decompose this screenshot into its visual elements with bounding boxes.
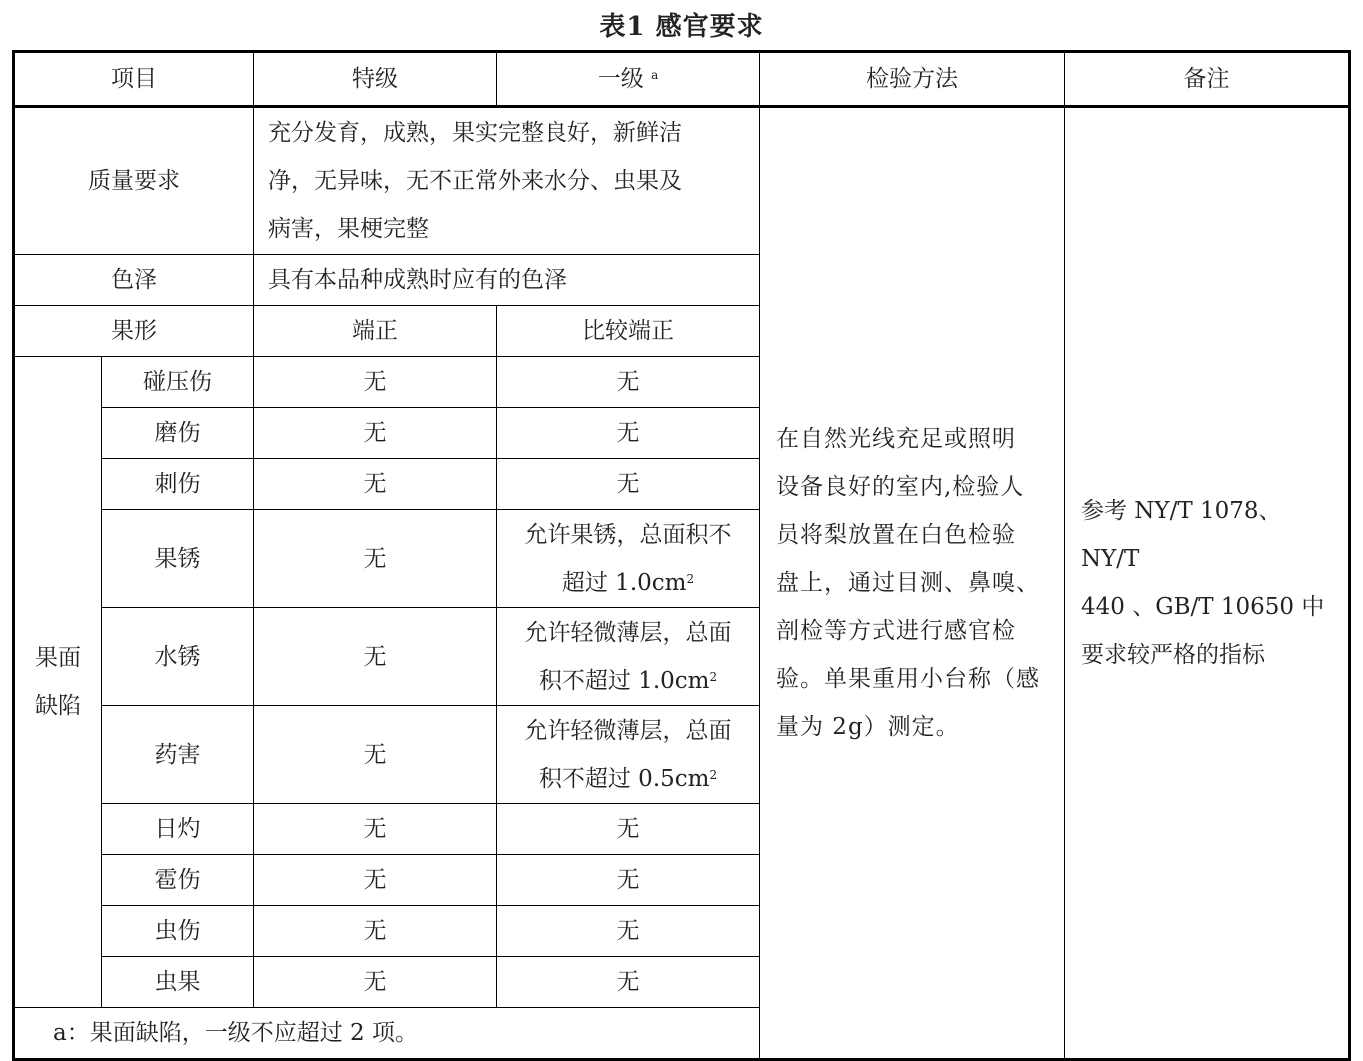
footnote-row — [14, 1008, 1350, 1060]
defect-name: 药害 — [102, 706, 254, 804]
defect-name: 果锈 — [102, 510, 254, 608]
defect-name: 刺伤 — [102, 459, 254, 510]
defect-first: 无 — [497, 408, 760, 459]
header-item: 项目 — [14, 52, 254, 107]
quality-value: 充分发育，成熟，果实完整良好，新鲜洁 净，无异味，无不正常外来水分、虫果及 病害，果梗完整 — [254, 107, 760, 255]
defect-special: 无 — [254, 357, 497, 408]
header-special-grade: 特级 — [254, 52, 497, 107]
footnote: a：果面缺陷，一级不应超过 2 项。 — [14, 1008, 1350, 1060]
defect-name: 虫伤 — [102, 906, 254, 957]
header-row — [14, 52, 1350, 107]
shape-label: 果形 — [14, 306, 254, 357]
remark-text: 参考 NY/T 1078、NY/T 440 、GB/T 10650 中 要求较严格的指标 — [1065, 107, 1350, 1060]
defect-first: 无 — [497, 906, 760, 957]
defect-name: 磨伤 — [102, 408, 254, 459]
header-test-method: 检验方法 — [760, 52, 1065, 107]
defect-first: 允许果锈，总面积不 超过 $1.0cm^2$ — [497, 510, 760, 608]
quality-label: 质量要求 — [14, 107, 254, 255]
defect-first: 无 — [497, 357, 760, 408]
defect-first: 允许轻微薄层，总面 积不超过 $1.0cm^2$ — [497, 608, 760, 706]
defect-name: 碰压伤 — [102, 357, 254, 408]
defect-special: 无 — [254, 706, 497, 804]
defect-name: 雹伤 — [102, 855, 254, 906]
defect-first: 无 — [497, 459, 760, 510]
quality-row — [14, 107, 1350, 255]
defect-first: 无 — [497, 855, 760, 906]
header-first-grade: 一级 $^a$ — [497, 52, 760, 107]
defect-first: 允许轻微薄层，总面 积不超过 $0.5cm^2$ — [497, 706, 760, 804]
defect-special: 无 — [254, 906, 497, 957]
defects-group-label: 果面 缺陷 — [14, 357, 102, 1008]
defect-special: 无 — [254, 957, 497, 1008]
defect-special: 无 — [254, 804, 497, 855]
color-value: 具有本品种成熟时应有的色泽 — [254, 255, 760, 306]
shape-special: 端正 — [254, 306, 497, 357]
defect-special: 无 — [254, 510, 497, 608]
defect-name: 虫果 — [102, 957, 254, 1008]
defect-special: 无 — [254, 855, 497, 906]
color-label: 色泽 — [14, 255, 254, 306]
defect-special: 无 — [254, 608, 497, 706]
header-remark: 备注 — [1065, 52, 1350, 107]
test-method-text: 在自然光线充足或照明 设备良好的室内,检验人 员将梨放置在白色检验 盘上，通过目测、鼻嗅、 剖检等方式进行感官检 验。单果重用小台称（感 量为 2g）测定。 — [760, 107, 1065, 1060]
defect-name: 日灼 — [102, 804, 254, 855]
defect-special: 无 — [254, 408, 497, 459]
defect-first: 无 — [497, 957, 760, 1008]
defect-special: 无 — [254, 459, 497, 510]
defect-first: 无 — [497, 804, 760, 855]
shape-first: 比较端正 — [497, 306, 760, 357]
table-title: 表1 感官要求 — [599, 12, 764, 42]
sensory-requirements-table — [12, 50, 1351, 1061]
defect-name: 水锈 — [102, 608, 254, 706]
